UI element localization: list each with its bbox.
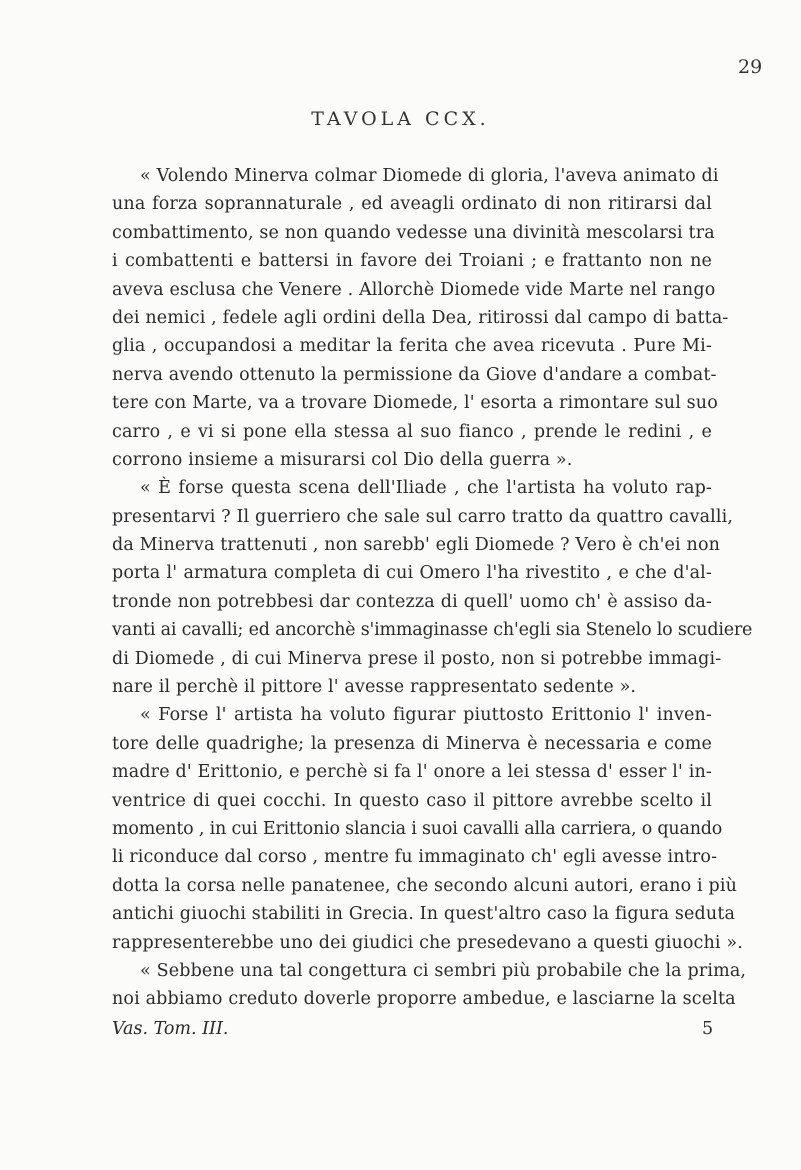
text-line: ventrice di quei cocchi. In questo caso il pittore avrebbe scelto il bbox=[112, 790, 712, 811]
page-number: 29 bbox=[738, 56, 763, 78]
text-line: aveva esclusa che Venere . Allorchè Diomede vide Marte nel rango bbox=[112, 279, 716, 300]
text-line: corrono insieme a misurarsi col Dio della guerra ». bbox=[112, 449, 573, 470]
text-line: una forza soprannaturale , ed aveagli ordinato di non ritirarsi dal bbox=[112, 194, 712, 215]
text-line: da Minerva trattenuti , non sarebb' egli Diomede ? Vero è ch'ei non bbox=[112, 535, 721, 556]
signature-mark: 5 bbox=[702, 1019, 714, 1039]
text-line: carro , e vi si pone ella stessa al suo fianco , prende le redini , e bbox=[112, 421, 712, 442]
text-line: noi abbiamo creduto doverle proporre ambedue, e lasciarne la scelta bbox=[112, 989, 736, 1010]
text-line: di Diomede , di cui Minerva prese il posto, non si potrebbe immagi- bbox=[112, 648, 722, 669]
text-line: porta l' armatura completa di cui Omero l'ha rivestito , e che d'al- bbox=[112, 563, 712, 584]
text-line: dei nemici , fedele agli ordini della Dea, ritirossi dal campo di batta- bbox=[112, 307, 729, 328]
text-line: vanti ai cavalli; ed ancorchè s'immaginasse ch'egli sia Stenelo lo scudiere bbox=[112, 620, 753, 641]
text-line: antichi giuochi stabiliti in Grecia. In quest'altro caso la figura seduta bbox=[112, 904, 736, 925]
text-line: nerva avendo ottenuto la permissione da Giove d'andare a combat- bbox=[112, 364, 717, 385]
text-line: « Forse l' artista ha voluto figurar piuttosto Erittonio l' inven- bbox=[140, 705, 712, 726]
text-line: i combattenti e battersi in favore dei Troiani ; e frattanto non ne bbox=[112, 251, 712, 272]
body-text bbox=[112, 162, 753, 1014]
signature: Vas. Tom. III. bbox=[112, 1019, 229, 1039]
text-line: tronde non potrebbesi dar contezza di quell' uomo ch' è assiso da- bbox=[112, 591, 712, 612]
text-line: tore delle quadrighe; la presenza di Minerva è necessaria e come bbox=[112, 733, 712, 754]
text-line: dotta la corsa nelle panatenee, che secondo alcuni autori, erano i più bbox=[112, 875, 738, 896]
text-line: madre d' Erittonio, e perchè si fa l' onore a lei stessa d' esser l' in- bbox=[112, 762, 712, 783]
text-line: tere con Marte, va a trovare Diomede, l' esorta a rimontare sul suo bbox=[112, 393, 718, 414]
text-line: « Sebbene una tal congettura ci sembri più probabile che la prima, bbox=[140, 960, 747, 981]
text-line: combattimento, se non quando vedesse una divinità mescolarsi tra bbox=[112, 222, 715, 243]
text-line: nare il perchè il pittore l' avesse rappresentato sedente ». bbox=[112, 677, 637, 698]
text-line: rappresenterebbe uno dei giudici che presedevano a questi giuochi ». bbox=[112, 932, 743, 953]
text-line: momento , in cui Erittonio slancia i suoi cavalli alla carriera, o quando bbox=[112, 818, 723, 839]
text-line: « È forse questa scena dell'Iliade , che l'artista ha voluto rap- bbox=[140, 478, 712, 499]
text-line: « Volendo Minerva colmar Diomede di gloria, l'aveva animato di bbox=[140, 166, 719, 186]
text-line: glia , occupandosi a meditar la ferita che avea ricevuta . Pure Mi- bbox=[112, 336, 712, 357]
text-line: li riconduce dal corso , mentre fu immaginato ch' egli avesse intro- bbox=[112, 847, 718, 868]
text-line: presentarvi ? Il guerriero che sale sul carro tratto da quattro cavalli, bbox=[112, 506, 734, 527]
plate-title: TAVOLA CCX. bbox=[311, 108, 490, 130]
footer bbox=[112, 1015, 712, 1043]
